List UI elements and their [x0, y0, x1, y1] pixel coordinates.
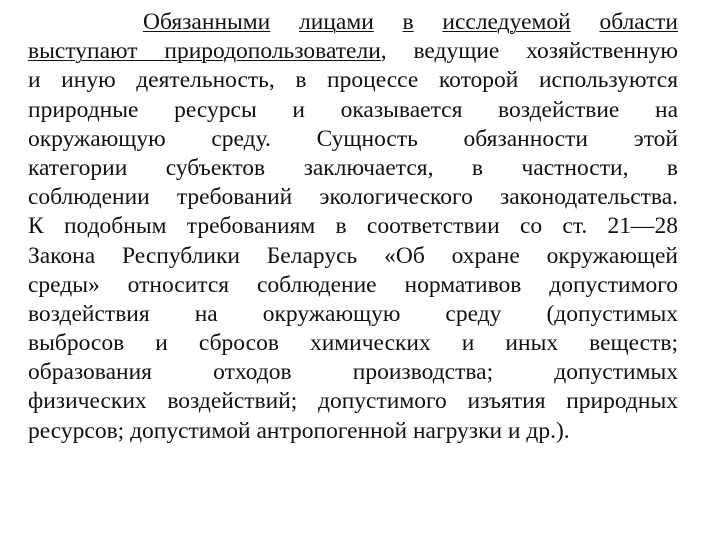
paragraph	[28, 8, 678, 446]
underlined-text: лицами	[299, 9, 374, 35]
text-line	[28, 300, 678, 329]
text-segment: образования отходов производства; допустимых	[28, 359, 678, 386]
text-segment: воздействия на окружающую среду (допустимых	[28, 300, 678, 327]
underlined-text: Обязанными	[143, 9, 271, 35]
text-segment: Закона Республики Беларусь «Об охране окружающей	[28, 242, 678, 269]
text-segment: и иную деятельность, в процессе которой используются	[28, 67, 678, 94]
text-line	[28, 66, 678, 95]
text-segment: среды» относится соблюдение нормативов допустимого	[28, 271, 678, 298]
text-line	[28, 37, 678, 66]
text-segment: категории субъектов заключается, в частности, в	[28, 154, 678, 181]
text-segment: К подобным требованиям в соответствии со ст. 21—28	[28, 213, 678, 240]
text-line	[28, 212, 678, 241]
text-line	[28, 96, 678, 125]
text-line	[28, 271, 678, 300]
text-segment: выбросов и сбросов химических и иных веществ;	[28, 330, 678, 357]
text-line	[28, 154, 678, 183]
underlined-text: выступают природопользователи	[28, 38, 381, 65]
underlined-text: области	[599, 9, 679, 35]
text-segment: ресурсов; допустимой антропогенной нагрузки и др.).	[28, 417, 570, 444]
text-segment	[270, 9, 299, 35]
text-segment: , ведущие хозяйственную	[380, 38, 678, 65]
text-line	[28, 358, 678, 387]
text-line	[28, 387, 678, 416]
underlined-text: исследуемой	[442, 9, 571, 35]
text-line	[28, 329, 678, 358]
text-line	[28, 242, 678, 271]
text-line	[28, 125, 678, 154]
text-segment: соблюдении требований экологического законодательства.	[28, 184, 678, 211]
text-line	[28, 417, 678, 446]
text-segment	[571, 9, 600, 35]
text-line	[28, 8, 678, 37]
text-segment: природные ресурсы и оказывается воздействие на	[28, 96, 678, 123]
text-line	[28, 183, 678, 212]
text-segment: физических воздействий; допустимого изъятия природных	[28, 388, 678, 415]
text-segment	[374, 9, 403, 35]
text-segment: окружающую среду. Сущность обязанности этой	[28, 125, 678, 152]
text-segment	[414, 9, 443, 35]
underlined-text: в	[402, 9, 414, 35]
